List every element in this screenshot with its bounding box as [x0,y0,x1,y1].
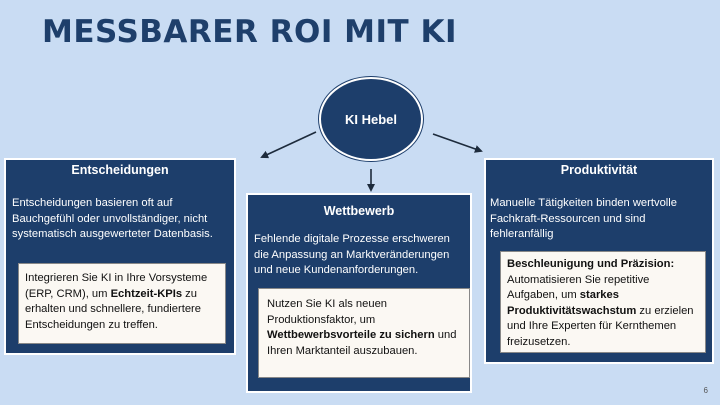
panel-heading: Entscheidungen [71,163,169,177]
panel-description: Manuelle Tätigkeiten binden wertvolle Fachkraft-Ressourcen und sind fehleranfällig [490,197,677,240]
panel-wettbewerb [246,193,472,393]
panel-heading: Produktivität [560,163,638,177]
note-text: zu erhalten und schnellere, fundiertere Entscheidungen zu treffen. [25,287,202,331]
arrow-to-left [262,132,316,157]
page-number: 6 [703,386,708,395]
note-text: Integrieren Sie KI in Ihre Vorsysteme (ERP, CRM), um [25,272,208,300]
slide-title: MESSBARER ROI MIT KI [42,14,458,50]
panel-produktivitaet [484,158,714,364]
note-highlight: Echtzeit-KPIs [110,287,183,300]
recommendation-box [258,288,470,378]
panel-heading: Wettbewerb [323,204,395,218]
note-highlight: starkes Produktivitätswachstum [507,289,637,317]
note-text: und Ihren Marktanteil auszubauen. [267,329,457,357]
recommendation-box [500,251,706,353]
panel-entscheidungen [4,158,236,355]
panel-description: Entscheidungen basieren oft auf Bauchgefühl oder unvollständiger, nicht systematisch ausgewerteter Datenbasis. [12,197,213,240]
arrow-to-right [433,134,481,151]
note-highlight: Wettbewerbsvorteile zu sichern [267,329,435,341]
recommendation-box [18,263,226,344]
panel-description: Fehlende digitale Prozesse erschweren die Anpassung an Marktveränderungen und neue Kundenanforderungen. [254,233,450,276]
note-highlight: Beschleunigung und Präzision: [507,258,675,270]
note-text: zu erzielen und Ihre Experten für Kernthemen freizusetzen. [507,304,694,348]
note-text: Nutzen Sie KI als neuen Produktionsfaktor, um [267,298,388,326]
note-text: Automatisieren Sie repetitive Aufgaben, um [507,273,650,301]
ki-hebel-hub [319,77,423,161]
hub-label: KI Hebel [344,111,397,127]
